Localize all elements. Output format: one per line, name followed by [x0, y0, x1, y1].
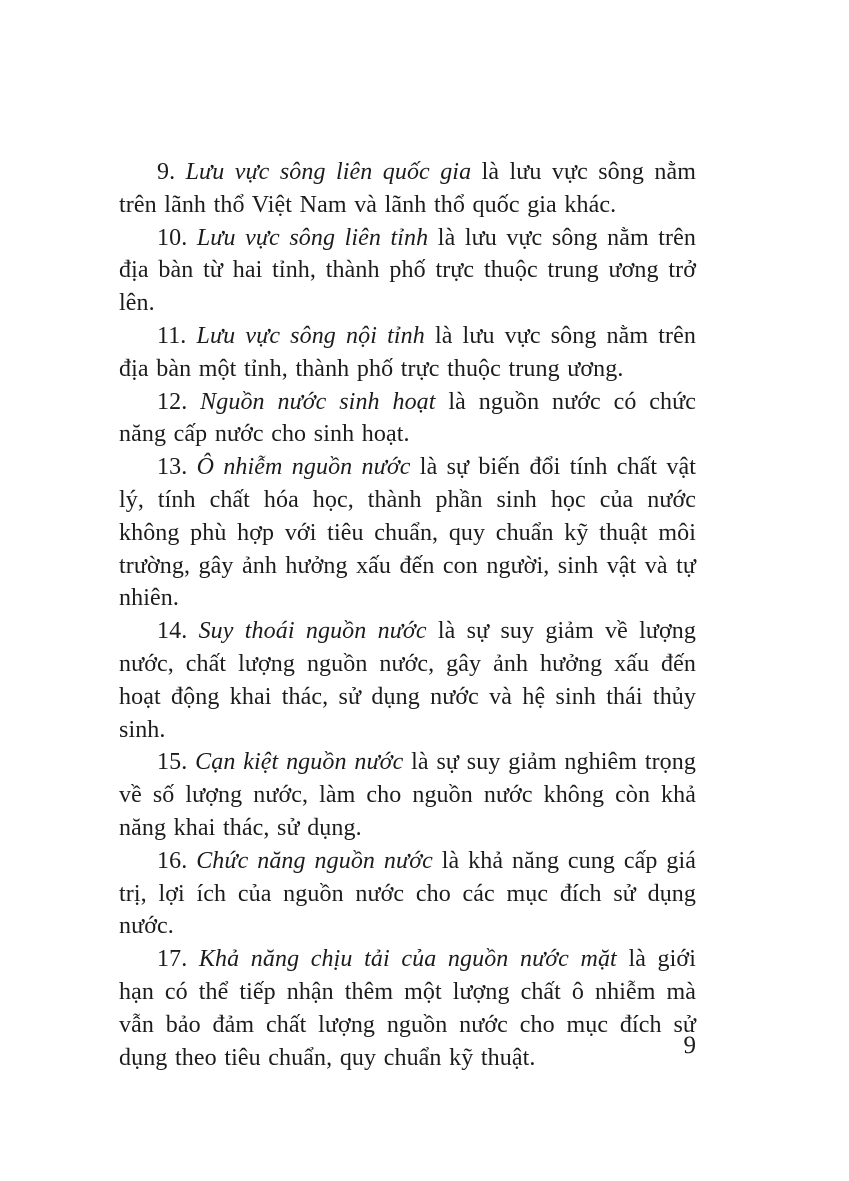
definition-text: là lưu vực sông nằm trên lãnh thổ Việt Nam và lãnh thổ quốc gia khác. [119, 159, 696, 218]
definition-paragraph-9 [119, 156, 696, 222]
definition-paragraph-14 [119, 615, 696, 746]
definition-paragraph-15 [119, 746, 696, 844]
definition-number: 12. [157, 388, 188, 415]
definition-term: Nguồn nước sinh hoạt [200, 388, 436, 415]
definition-paragraph-11 [119, 320, 696, 386]
definition-number: 10. [157, 224, 188, 251]
definition-paragraph-17 [119, 943, 696, 1074]
definition-paragraph-13 [119, 451, 696, 615]
definition-term: Lưu vực sông liên quốc gia [185, 159, 472, 185]
definition-number: 15. [157, 749, 188, 776]
definition-term: Cạn kiệt nguồn nước [195, 749, 404, 776]
definition-text: là nguồn nước có chức năng cấp nước cho sinh hoạt. [119, 388, 696, 448]
definition-term: Khả năng chịu tải của nguồn nước mặt [198, 946, 617, 973]
definition-number: 14. [157, 618, 188, 645]
definition-number: 11. [157, 322, 187, 349]
definition-text: là sự suy giảm nghiêm trọng về số lượng nước, làm cho nguồn nước không còn khả năng khai thác, sử dụng. [119, 749, 696, 841]
definition-text: là lưu vực sông nằm trên địa bàn một tỉnh, thành phố trực thuộc trung ương. [119, 322, 696, 382]
definition-paragraph-12 [119, 386, 696, 452]
definition-text: là sự biến đổi tính chất vật lý, tính chất hóa học, thành phần sinh học của nước không phù hợp với tiêu chuẩn, quy chuẩn kỹ thuật môi trường, gây ảnh hưởng xấu đến con người, sinh vật và tự nhiên. [119, 454, 696, 612]
definition-number: 13. [157, 454, 188, 481]
definition-text: là giới hạn có thể tiếp nhận thêm một lượng chất ô nhiễm mà vẫn bảo đảm chất lượng nguồn nước cho mục đích sử dụng theo tiêu chuẩn, quy chuẩn kỹ thuật. [119, 946, 696, 1071]
definition-paragraph-16 [119, 845, 696, 943]
definition-term: Chức năng nguồn nước [196, 847, 433, 874]
definition-number: 9. [157, 159, 176, 185]
definition-text: là sự suy giảm về lượng nước, chất lượng nguồn nước, gây ảnh hưởng xấu đến hoạt động khai thác, sử dụng nước và hệ sinh thái thủy sinh. [119, 618, 696, 743]
definition-number: 16. [157, 847, 188, 874]
definition-term: Lưu vực sông liên tỉnh [196, 224, 429, 251]
page-number: 9 [683, 1032, 696, 1059]
definition-text: là lưu vực sông nằm trên địa bàn từ hai tỉnh, thành phố trực thuộc trung ương trở lên. [119, 224, 696, 317]
definition-paragraph-10 [119, 222, 696, 320]
definition-number: 17. [157, 946, 188, 973]
definitions-text-block [119, 156, 696, 1074]
definition-term: Lưu vực sông nội tỉnh [196, 322, 425, 349]
definition-term: Ô nhiễm nguồn nước [196, 454, 411, 481]
definition-text: là khả năng cung cấp giá trị, lợi ích của nguồn nước cho các mục đích sử dụng nước. [119, 847, 696, 940]
definition-term: Suy thoái nguồn nước [198, 618, 427, 645]
